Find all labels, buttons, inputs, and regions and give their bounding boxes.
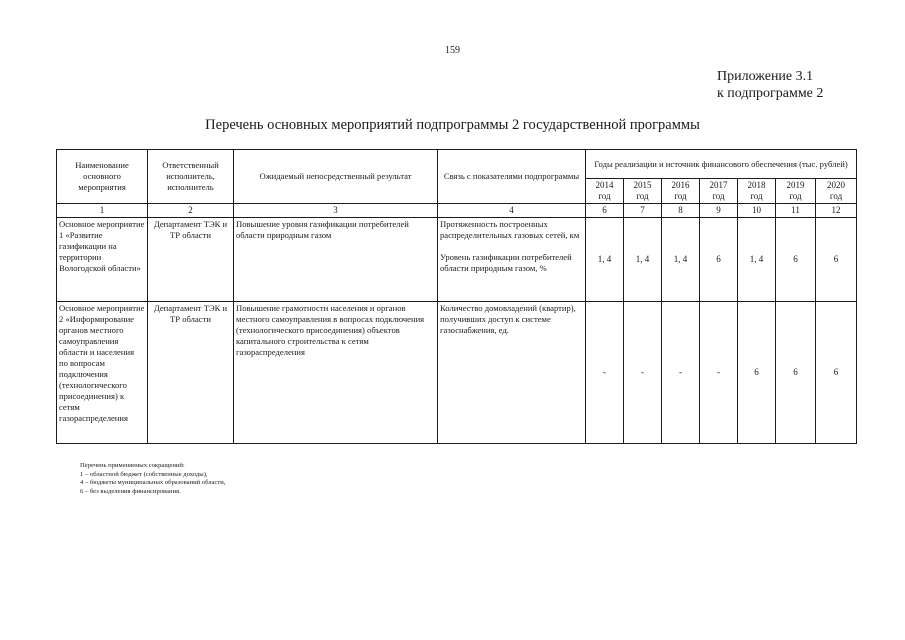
header-name: Наименование основного мероприятия <box>57 150 148 204</box>
year-header-2018: 2018 год <box>738 179 776 204</box>
year-header-2017: 2017 год <box>700 179 738 204</box>
activity-indicators <box>438 302 586 444</box>
value-2018: 1, 4 <box>738 218 776 302</box>
header-years-group: Годы реализации и источник финансового обеспечения (тыс. рублей) <box>586 150 857 179</box>
column-number: 4 <box>438 204 586 218</box>
header-result: Ожидаемый непосредственный результат <box>234 150 438 204</box>
column-number: 10 <box>738 204 776 218</box>
activities-table <box>56 149 857 444</box>
column-number: 2 <box>148 204 234 218</box>
column-number: 9 <box>700 204 738 218</box>
appendix-line-1: Приложение 3.1 <box>717 69 814 84</box>
column-number: 8 <box>662 204 700 218</box>
value-2014: 1, 4 <box>586 218 624 302</box>
activity-indicators <box>438 218 586 302</box>
value-2015: - <box>624 302 662 444</box>
column-number: 6 <box>586 204 624 218</box>
header-executor: Ответственный исполнитель, исполнитель <box>148 150 234 204</box>
table-row <box>57 302 857 444</box>
activity-result: Повышение грамотности населения и органов местного самоуправления в вопросах подключения (технологического присоединения) объектов капитального строительства к сетям газораспределения <box>234 302 438 444</box>
page-number: 159 <box>445 45 460 56</box>
value-2016: - <box>662 302 700 444</box>
notes-heading: Перечень применяемых сокращений: <box>80 462 185 469</box>
appendix-reference <box>717 68 823 102</box>
year-header-2015: 2015 год <box>624 179 662 204</box>
indicator-text: Количество домовладений (квартир), получивших доступ к системе газоснабжения, ед. <box>440 303 576 335</box>
activity-result: Повышение уровня газификации потребителей области природным газом <box>234 218 438 302</box>
column-number: 11 <box>776 204 816 218</box>
value-2019: 6 <box>776 302 816 444</box>
table-row <box>57 218 857 302</box>
year-header-2019: 2019 год <box>776 179 816 204</box>
column-numbers-row <box>57 204 857 218</box>
indicator-text: Протяженность построенных распределительных газовых сетей, км <box>440 219 580 240</box>
value-2020: 6 <box>816 302 857 444</box>
value-2018: 6 <box>738 302 776 444</box>
column-number: 7 <box>624 204 662 218</box>
appendix-line-2: к подпрограмме 2 <box>717 86 824 101</box>
activity-executor: Департамент ТЭК и ТР области <box>148 218 234 302</box>
header-link: Связь с показателями подпрограммы <box>438 150 586 204</box>
indicator-text: Уровень газификации потребителей области природным газом, % <box>440 252 572 273</box>
column-number: 1 <box>57 204 148 218</box>
document-title: Перечень основных мероприятий подпрограммы 2 государственной программы <box>205 117 700 133</box>
year-header-2014: 2014 год <box>586 179 624 204</box>
value-2015: 1, 4 <box>624 218 662 302</box>
note-item: 4 – бюджеты муниципальных образований области, <box>80 479 226 487</box>
value-2014: - <box>586 302 624 444</box>
note-item: 6 – без выделения финансирования. <box>80 487 181 495</box>
value-2017: 6 <box>700 218 738 302</box>
column-number: 12 <box>816 204 857 218</box>
activity-executor: Департамент ТЭК и ТР области <box>148 302 234 444</box>
year-header-2020: 2020 год <box>816 179 857 204</box>
note-item: 1 – областной бюджет (собственные доходы), <box>80 470 208 478</box>
value-2019: 6 <box>776 218 816 302</box>
activity-name: Основное мероприятие 2 «Информирование органов местного самоуправления области и населения по вопросам подключения (технологического присоединения) к сетям газораспределения <box>57 302 148 444</box>
activity-name: Основное мероприятие 1 «Развитие газификации на территории Вологодской области» <box>57 218 148 302</box>
value-2016: 1, 4 <box>662 218 700 302</box>
value-2020: 6 <box>816 218 857 302</box>
abbreviations-note <box>80 462 225 496</box>
column-number: 3 <box>234 204 438 218</box>
value-2017: - <box>700 302 738 444</box>
year-header-2016: 2016 год <box>662 179 700 204</box>
